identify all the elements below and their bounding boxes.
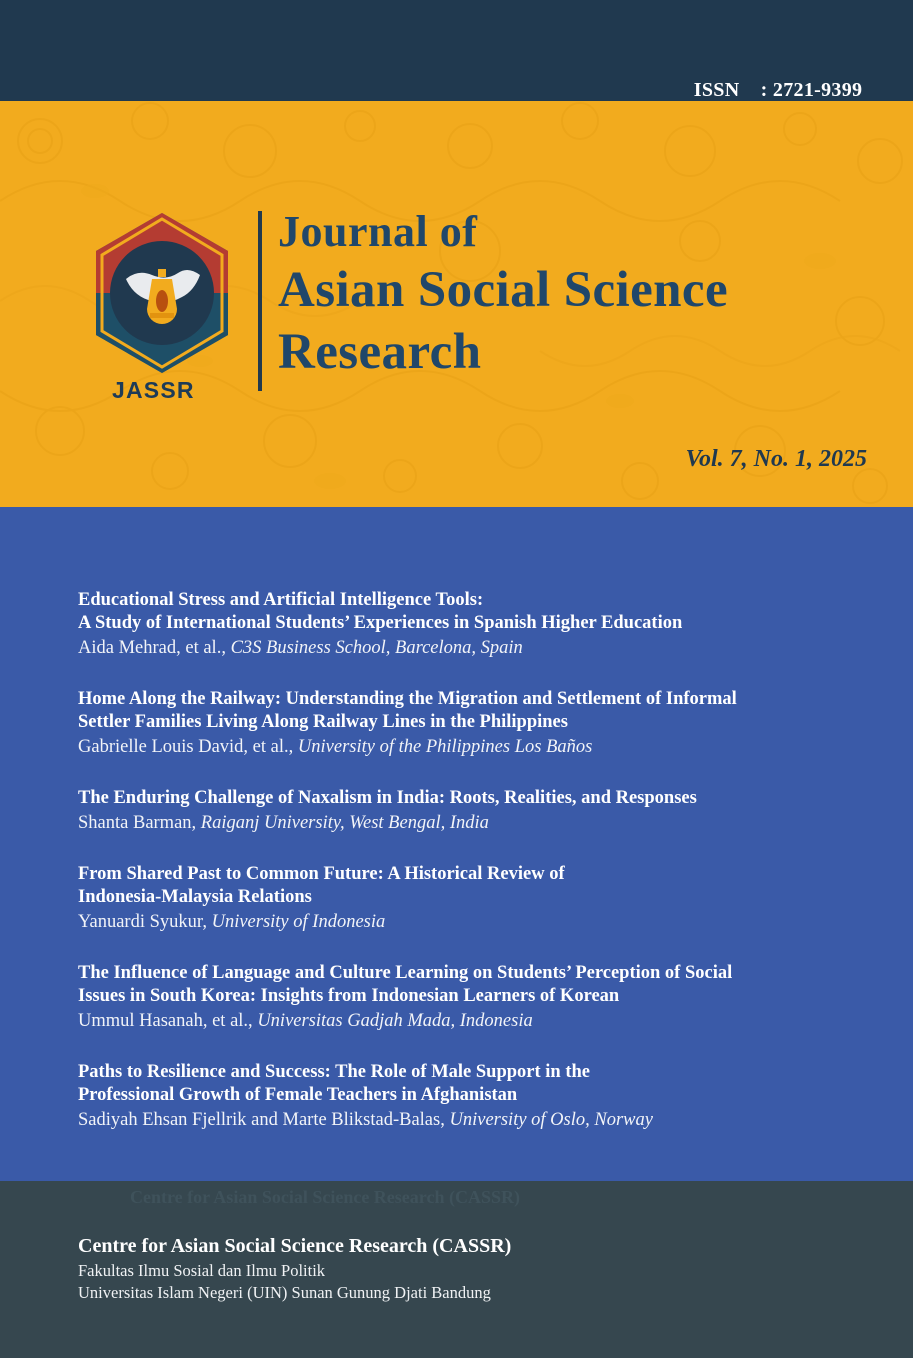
- journal-logo: [78, 209, 258, 403]
- toc-entry: [78, 962, 843, 1033]
- toc-author-names: Gabrielle Louis David, et al.,: [78, 737, 298, 757]
- publisher-faculty: Fakultas Ilmu Sosial dan Ilmu Politik: [78, 1261, 326, 1280]
- toc-authors: [78, 811, 843, 835]
- table-of-contents-panel: [0, 507, 913, 1181]
- toc-authors: [78, 1009, 843, 1033]
- issn-line: [694, 78, 867, 103]
- toc-title-line2: Indonesia-Malaysia Relations: [78, 887, 312, 907]
- footer-ghost-text: Centre for Asian Social Science Research (CASSR): [130, 1187, 520, 1207]
- masthead: [0, 101, 913, 507]
- publisher-organization: Centre for Asian Social Science Research (CASSR): [78, 1235, 512, 1257]
- toc-title-line1: Home Along the Railway: Understanding the Migration and Settlement of Informal: [78, 689, 737, 709]
- toc-title-line1: The Enduring Challenge of Naxalism in India: Roots, Realities, and Responses: [78, 788, 697, 808]
- toc-entry: [78, 787, 843, 835]
- toc-entry: [78, 1061, 843, 1132]
- toc-authors: [78, 1108, 843, 1132]
- toc-affiliation: Raiganj University, West Bengal, India: [200, 813, 489, 833]
- volume-issue-year: Vol. 7, No. 1, 2025: [685, 446, 867, 472]
- logo-acronym: JASSR: [112, 377, 195, 403]
- toc-title-line1: The Influence of Language and Culture Learning on Students’ Perception of Social: [78, 963, 733, 983]
- toc-entry: [78, 589, 843, 660]
- toc-affiliation: University of the Philippines Los Baños: [297, 737, 593, 757]
- toc-entry: [78, 863, 843, 934]
- toc-authors: [78, 735, 843, 759]
- publisher-footer: [0, 1181, 913, 1358]
- toc-title-line2: Issues in South Korea: Insights from Indonesian Learners of Korean: [78, 986, 620, 1006]
- toc-author-names: Ummul Hasanah, et al.,: [78, 1011, 258, 1031]
- journal-title-line1: Journal of: [278, 207, 478, 256]
- toc-title-line1: From Shared Past to Common Future: A Historical Review of: [78, 864, 565, 884]
- toc-entry: [78, 688, 843, 759]
- title-divider: [258, 211, 262, 391]
- toc-title-line1: Educational Stress and Artificial Intelligence Tools:: [78, 590, 484, 610]
- toc-title-line2: A Study of International Students’ Experiences in Spanish Higher Education: [78, 613, 683, 633]
- toc-author-names: Yanuardi Syukur,: [78, 912, 212, 932]
- issn-label: ISSN: [693, 79, 740, 101]
- journal-title-line2: Asian Social Science: [278, 262, 728, 318]
- toc-authors: [78, 636, 843, 660]
- toc-affiliation: University of Oslo, Norway: [449, 1110, 653, 1130]
- issn-value: : 2721-9399: [760, 79, 863, 101]
- toc-author-names: Sadiyah Ehsan Fjellrik and Marte Blikstad-Balas,: [78, 1110, 450, 1130]
- toc-authors: [78, 910, 843, 934]
- toc-author-names: Shanta Barman,: [78, 813, 201, 833]
- publisher-university: Universitas Islam Negeri (UIN) Sunan Gunung Djati Bandung: [78, 1283, 491, 1302]
- toc-title-line1: Paths to Resilience and Success: The Role of Male Support in the: [78, 1062, 591, 1082]
- issn-band: [0, 0, 913, 101]
- hexagon-lantern-logo-icon: [78, 209, 246, 377]
- toc-affiliation: C3S Business School, Barcelona, Spain: [230, 638, 523, 658]
- toc-title-line2: Settler Families Living Along Railway Lines in the Philippines: [78, 712, 568, 732]
- toc-affiliation: Universitas Gadjah Mada, Indonesia: [257, 1011, 533, 1031]
- toc-title-line2: Professional Growth of Female Teachers in Afghanistan: [78, 1085, 518, 1105]
- publisher-block: [78, 1233, 511, 1304]
- journal-title-line3: Research: [278, 324, 482, 380]
- journal-title: [278, 205, 728, 383]
- toc-affiliation: University of Indonesia: [211, 912, 386, 932]
- table-of-contents: [78, 589, 843, 1160]
- toc-author-names: Aida Mehrad, et al.,: [78, 638, 231, 658]
